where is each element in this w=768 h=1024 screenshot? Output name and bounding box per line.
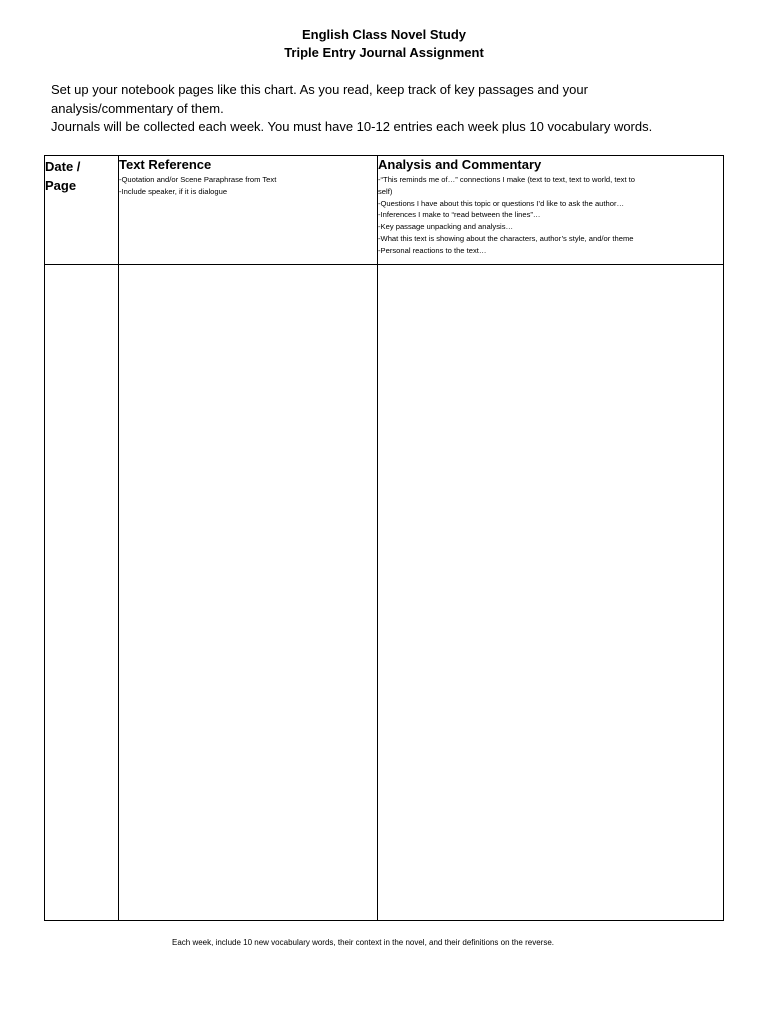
journal-header-row	[45, 156, 724, 265]
date-page-header	[45, 156, 119, 265]
date-page-cell[interactable]	[45, 265, 119, 921]
analysis-hint: -Key passage unpacking and analysis…	[378, 222, 514, 232]
analysis-hint: -What this text is showing about the characters, author’s style, and/or theme	[378, 233, 634, 243]
text-reference-hint: -Quotation and/or Scene Paraphrase from Text	[119, 175, 277, 184]
analysis-hint: -Inferences I make to “read between the lines”…	[378, 210, 541, 220]
text-reference-hints	[119, 174, 377, 198]
instructions	[51, 81, 741, 137]
text-reference-title: Text Reference	[119, 157, 212, 172]
page-header-label: Page	[45, 178, 77, 193]
journal-entry-row	[45, 265, 724, 921]
analysis-commentary-title: Analysis and Commentary	[378, 157, 542, 172]
title-line-2: Triple Entry Journal Assignment	[284, 45, 484, 60]
analysis-commentary-header	[378, 156, 724, 265]
text-reference-cell[interactable]	[119, 265, 378, 921]
analysis-hint: -“This reminds me of…” connections I make (text to text, text to world, text to	[378, 175, 636, 184]
vocabulary-footer-note: Each week, include 10 new vocabulary words, their context in the novel, and their definitions on the reverse.	[172, 938, 554, 947]
text-reference-hint: -Include speaker, if it is dialogue	[119, 186, 228, 196]
analysis-commentary-hints	[378, 174, 723, 257]
analysis-hint: -Personal reactions to the text…	[378, 245, 487, 255]
instructions-line-3: Journals will be collected each week. You must have 10-12 entries each week plus 10 vocabulary words.	[51, 119, 653, 134]
analysis-hint: self)	[378, 186, 393, 196]
text-reference-header	[119, 156, 378, 265]
instructions-line-2: analysis/commentary of them.	[51, 100, 224, 116]
title-line-1: English Class Novel Study	[302, 27, 466, 42]
date-header-label: Date /	[45, 159, 81, 174]
document-title	[0, 26, 768, 62]
analysis-commentary-cell[interactable]	[378, 265, 724, 921]
instructions-line-1: Set up your notebook pages like this chart. As you read, keep track of key passages and your	[51, 82, 588, 97]
analysis-hint: -Questions I have about this topic or questions I’d like to ask the author…	[378, 198, 625, 208]
journal-table	[44, 155, 724, 921]
